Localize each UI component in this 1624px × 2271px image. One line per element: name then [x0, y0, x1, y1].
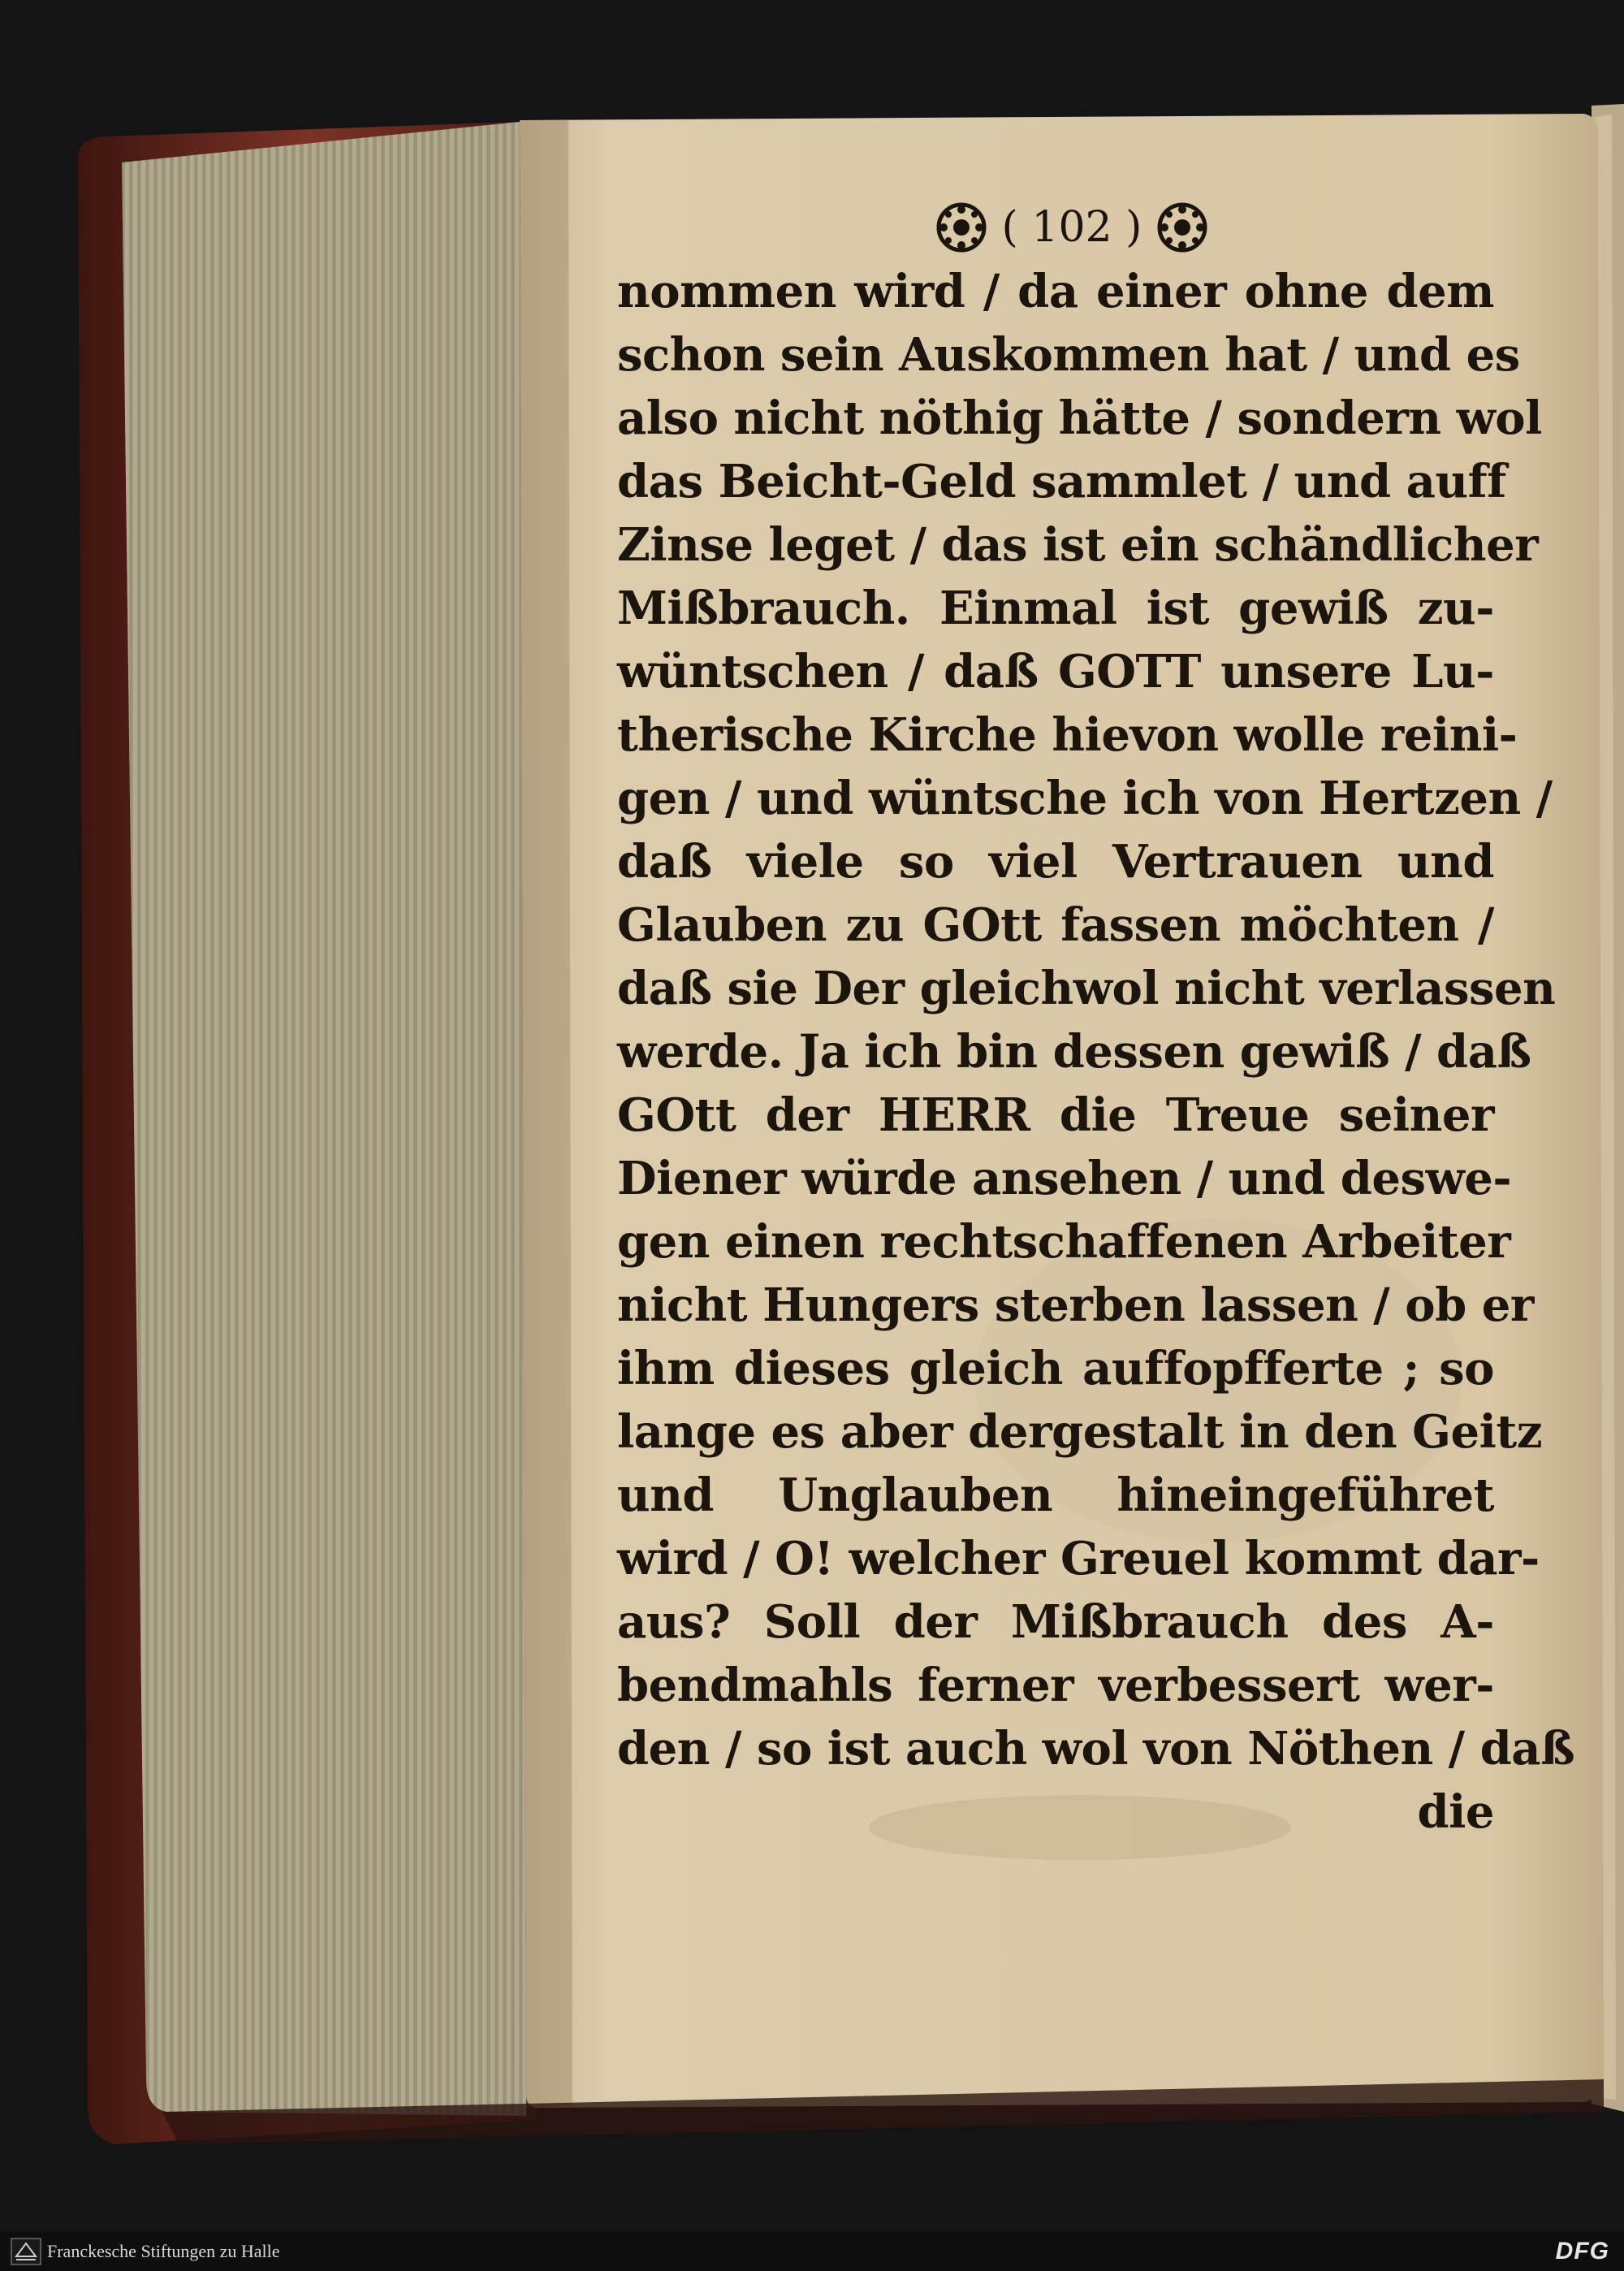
- text-line: gen / und wüntsche ich von Hertzen /: [617, 772, 1553, 825]
- text-line: GOtt der HERR die Treue seiner: [617, 1088, 1494, 1142]
- page-number: ( 102 ): [1001, 203, 1142, 252]
- text-line: Diener würde ansehen / und deswe-: [617, 1152, 1512, 1205]
- institution-seal-icon: [10, 2237, 42, 2266]
- page-text-block: [617, 195, 1575, 1844]
- text-line: den / so ist auch wol von Nöthen / daß: [617, 1722, 1575, 1776]
- text-line: schon sein Auskommen hat / und es: [617, 328, 1520, 382]
- text-line: wüntschen / daß GOTT unsere Lu-: [617, 645, 1494, 699]
- text-line: wird / O! welcher Greuel kommt dar-: [617, 1532, 1540, 1585]
- text-line: Glauben zu GOtt fassen möchten /: [617, 898, 1494, 952]
- text-line: gen einen rechtschaffenen Arbeiter: [617, 1215, 1511, 1269]
- footer-bar: [0, 2232, 1624, 2271]
- text-line: daß sie Der gleichwol nicht verlassen: [617, 962, 1556, 1015]
- text-line: nommen wird / da einer ohne dem: [617, 265, 1494, 318]
- text-line: ihm dieses gleich auffopfferte ; so: [617, 1342, 1494, 1395]
- text-line: daß viele so viel Vertrauen und: [617, 835, 1494, 889]
- rosette-ornament-icon: [935, 201, 987, 253]
- text-line: Mißbrauch. Einmal ist gewiß zu-: [617, 582, 1494, 635]
- text-line: therische Kirche hievon wolle reini-: [617, 708, 1518, 762]
- text-line: das Beicht-Geld sammlet / und auff: [617, 455, 1506, 508]
- text-line: also nicht nöthig hätte / sondern wol: [617, 391, 1542, 445]
- text-line: nicht Hungers sterben lassen / ob er: [617, 1278, 1534, 1332]
- text-line: und Unglauben hineingeführet: [617, 1469, 1494, 1522]
- text-line: bendmahls ferner verbessert wer-: [617, 1659, 1494, 1712]
- institution-name[interactable]: Franckesche Stiftungen zu Halle: [47, 2241, 280, 2261]
- text-line: werde. Ja ich bin dessen gewiß / daß: [617, 1025, 1531, 1079]
- text-line: Zinse leget / das ist ein schändlicher: [617, 518, 1539, 572]
- catchword: die: [1417, 1785, 1494, 1839]
- text-line: aus? Soll der Mißbrauch des A-: [617, 1595, 1494, 1649]
- rosette-ornament-icon: [1156, 201, 1208, 253]
- dfg-logo[interactable]: DFG: [1555, 2238, 1609, 2265]
- page-header: [650, 195, 1494, 260]
- text-line: lange es aber dergestalt in den Geitz: [617, 1405, 1543, 1459]
